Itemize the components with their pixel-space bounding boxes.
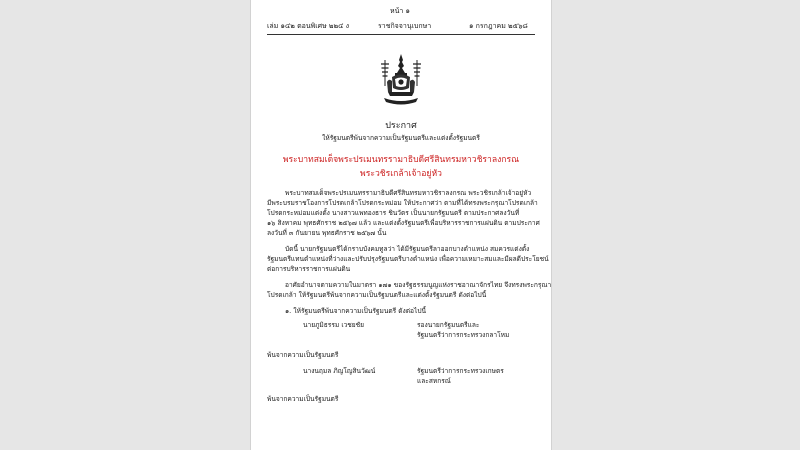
king-title-line-1: พระบาทสมเด็จพระปรเมนทรรามาธิบดีศรีสินทรมหาวชิราลงกรณ (282, 155, 520, 165)
king-title-line-2: พระวชิรเกล้าเจ้าอยู่หัว (360, 169, 442, 179)
page-number: หน้า ๑ (390, 7, 410, 15)
gazette-page (250, 0, 552, 450)
entry-position: รัฐมนตรีว่าการกระทรวงกลาโหม (417, 331, 510, 339)
entry-status: พ้นจากความเป็นรัฐมนตรี (267, 351, 339, 359)
gazette-title: ราชกิจจานุเบกษา (378, 22, 432, 30)
paragraph-3-line: โปรดเกล้า ให้รัฐมนตรีพ้นจากความเป็นรัฐมนตรีและแต่งตั้งรัฐมนตรี ดังต่อไปนี้ (267, 291, 487, 299)
volume-info: เล่ม ๑๔๒ ตอนพิเศษ ๒๒๔ ง (267, 22, 350, 30)
paragraph-2-line: บัดนี้ นายกรัฐมนตรีได้กราบบังคมทูลว่า ได้มีรัฐมนตรีลาออกบางตำแหน่ง สมควรแต่งตั้ง (285, 245, 530, 253)
issue-date: ๑ กรกฎาคม ๒๕๖๘ (469, 22, 528, 30)
announcement-title: ประกาศ (385, 121, 417, 131)
entry-name: นายภูมิธรรม เวชยชัย (303, 321, 364, 329)
paragraph-1-line: ลงวันที่ ๓ กันยายน พุทธศักราช ๒๕๖๗ นั้น (267, 229, 387, 237)
paragraph-1-line: พระบาทสมเด็จพระปรเมนทรรามาธิบดีศรีสินทรมหาวชิราลงกรณ พระวชิรเกล้าเจ้าอยู่หัว (285, 189, 532, 197)
paragraph-3-line: อาศัยอำนาจตามความในมาตรา ๑๗๑ ของรัฐธรรมนูญแห่งราชอาณาจักรไทย จึงทรงพระกรุณา (285, 281, 552, 289)
paragraph-1-line: โปรดกระหม่อมแต่งตั้ง นางสาวแพทองธาร ชินวัตร เป็นนายกรัฐมนตรี ตามประกาศลงวันที่ (267, 209, 520, 217)
announcement-subject: ให้รัฐมนตรีพ้นจากความเป็นรัฐมนตรีและแต่งตั้งรัฐมนตรี (322, 134, 480, 142)
paragraph-2-line: ต่อการบริหารราชการแผ่นดิน (267, 265, 351, 273)
section-1-heading: ๑. ให้รัฐมนตรีพ้นจากความเป็นรัฐมนตรี ดังต่อไปนี้ (285, 307, 427, 315)
paragraph-2-line: รัฐมนตรีแทนตำแหน่งที่ว่างและปรับปรุงรัฐมนตรีบางตำแหน่ง เพื่อความเหมาะสมและมีผลดีประโยชน์ (267, 255, 549, 263)
entry-position: รองนายกรัฐมนตรีและ (417, 321, 480, 329)
entry-position: รัฐมนตรีว่าการกระทรวงเกษตร (417, 367, 504, 375)
header-rule (267, 34, 535, 35)
paragraph-1-line: มีพระบรมราชโองการโปรดเกล้าโปรดกระหม่อม ให้ประกาศว่า ตามที่ได้ทรงพระกรุณาโปรดเกล้า (267, 199, 538, 207)
entry-name: นางนฤมล ภิญโญสินวัฒน์ (303, 367, 376, 375)
paragraph-1-line: ๑๖ สิงหาคม พุทธศักราช ๒๕๖๗ แล้ว และแต่งตั้งรัฐมนตรีเพื่อบริหารราชการแผ่นดิน ตามประกาศ (267, 219, 540, 227)
entry-status: พ้นจากความเป็นรัฐมนตรี (267, 395, 339, 403)
royal-emblem-icon (376, 52, 426, 108)
entry-position: และสหกรณ์ (417, 377, 451, 385)
